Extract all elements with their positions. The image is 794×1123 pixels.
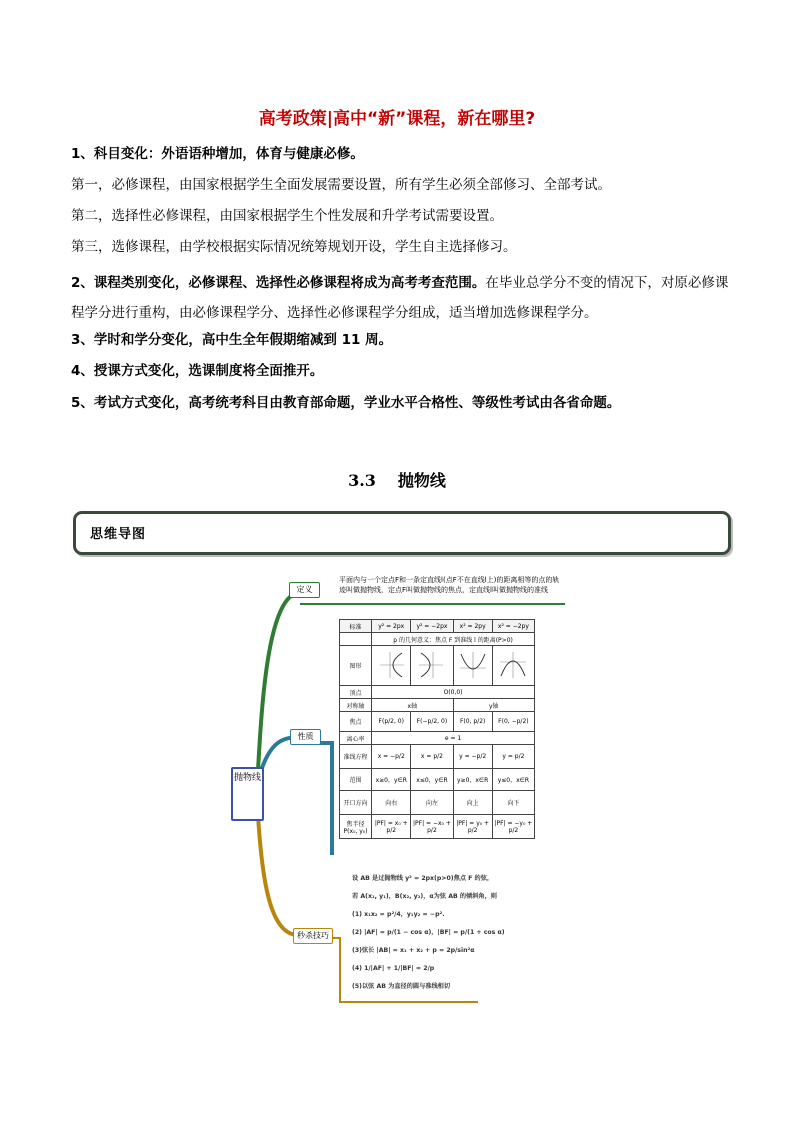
trick-line: (3)弦长 |AB| = x₁ + x₂ + p = 2p/sin²α (352, 947, 475, 954)
paragraph-3: 第二，选择性必修课程，由国家根据学生个性发展和升学考试需要设置。 (71, 208, 503, 224)
graph-right-icon (372, 646, 411, 686)
paragraph-6: 3、学时和学分变化，高中生全年假期缩减到 11 周。 (71, 332, 393, 348)
branch-properties: 性质 (290, 729, 321, 745)
page-title: 高考政策|高中“新”课程，新在哪里? (258, 109, 536, 129)
trick-line: (2) |AF| = p/(1 − cos α)，|BF| = p/(1 + cos α) (352, 929, 505, 936)
paragraph-5: 2、课程类别变化，必修课程、选择性必修课程将成为高考考查范围。在毕业总学分不变的情况下，对原必修课程学分进行重构，由必修课程学分、选择性必修课程学分组成，适当增加选修课程学分。 (71, 275, 729, 321)
table-header-cell: y² = 2px (372, 620, 411, 633)
p-meaning: p 的几何意义：焦点 F 到准线 l 的距离(P>0) (372, 633, 535, 646)
paragraph-2: 第一，必修课程，由国家根据学生全面发展需要设置，所有学生必须全部修习、全部考试。 (71, 177, 611, 193)
trick-line: 设 AB 是过抛物线 y² = 2px(p>0)焦点 F 的弦， (352, 875, 494, 882)
branch-tricks: 秒杀技巧 (293, 928, 333, 944)
section-heading: 3.3 抛物线 (348, 471, 446, 490)
branch-definition: 定义 (289, 582, 320, 598)
graph-up-icon (453, 646, 492, 686)
tricks-list (352, 870, 505, 996)
paragraph-4: 第三，选修课程，由学校根据实际情况统筹规划开设，学生自主选择修习。 (71, 239, 517, 255)
graph-left-icon (411, 646, 453, 686)
paragraph-7: 4、授课方式变化，选课制度将全面推开。 (71, 363, 324, 379)
row-label: 图形 (340, 646, 372, 686)
graph-down-icon (492, 646, 534, 686)
definition-text: 平面内与一个定点F和一条定直线l(点F不在直线l上)的距离相等的点的轨迹叫做抛物线，定点F叫做抛物线的焦点，定直线l叫做抛物线的准线 (339, 576, 560, 594)
trick-line: (5)以弦 AB 为直径的圆与准线相切 (352, 983, 451, 990)
trick-line: (1) x₁x₂ = p²/4，y₁y₂ = −p². (352, 911, 445, 918)
table-header-cell: x² = 2py (453, 620, 492, 633)
mindmap-header-label: 思维导图 (90, 527, 147, 542)
trick-line: 若 A(x₁, y₁)，B(x₂, y₂)，α为弦 AB 的倾斜角，则 (352, 893, 497, 900)
paragraph-8: 5、考试方式变化，高考统考科目由教育部命题，学业水平合格性、等级性考试由各省命题。 (71, 395, 621, 411)
paragraph-1: 1、科目变化：外语语种增加，体育与健康必修。 (71, 146, 364, 162)
table-header-cell: 标准 (340, 620, 372, 633)
table-header-cell: y² = −2px (411, 620, 453, 633)
table-header-cell: x² = −2py (492, 620, 534, 633)
mindmap-center-node: 抛物线 (231, 767, 264, 821)
trick-line: (4) 1/|AF| + 1/|BF| = 2/p (352, 965, 435, 972)
properties-table: 标准 y² = 2px y² = −2px x² = 2py x² = −2py p 的几何意义：焦点 F 到准线 l 的距离(P>0) 图形 顶点 O(0,0) 对称轴 x轴 y轴 焦点 F(p/2, 0) F(−p/2, 0) F(0, p/2) F(0, −p/2) 离心率 e = 1 准线方程 x = −p/2 x = p/2 y = −p/2 y = p/2 范围 x≥0，y∈R x≤0，y∈R y≥0，x∈R y≤0，x∈R 开口方向 向右 向左 向上 向下 焦半径 P(x₀, y₀) |PF| = x₀ + p/2 |PF| = −x₀ + p/2 |PF| = y₀ + p/2 |PF| = −y₀ + p/2 (339, 619, 535, 839)
